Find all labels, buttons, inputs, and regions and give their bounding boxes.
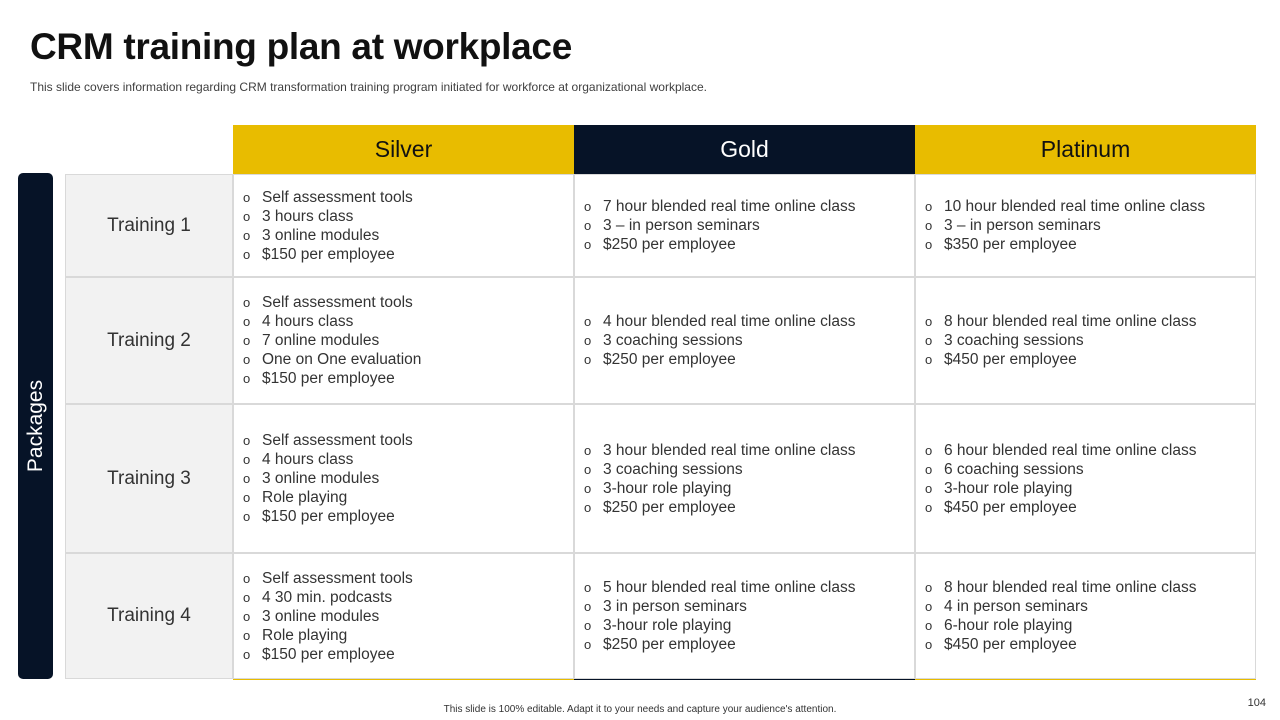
bullet-list [575, 441, 855, 517]
list-item [243, 507, 413, 526]
list-item [925, 235, 1205, 254]
bullet-list [575, 197, 855, 254]
row-label-training-2: Training 2 [65, 277, 233, 404]
bullet-icon: o [243, 646, 251, 662]
cell-training-1-silver [233, 174, 574, 277]
bullet-icon: o [584, 480, 592, 496]
bullet-icon: o [925, 461, 933, 477]
list-item [925, 441, 1196, 460]
list-item [243, 431, 413, 450]
bullet-icon: o [584, 333, 592, 348]
bullet-icon: o [925, 237, 933, 252]
list-item [584, 441, 855, 460]
list-item [584, 616, 855, 635]
footer-note: This slide is 100% editable. Adapt it to your needs and capture your audience's attention. [443, 704, 837, 715]
list-item-text: Self assessment tools [262, 569, 413, 587]
list-item [584, 197, 855, 216]
list-item [925, 498, 1196, 517]
list-item [584, 597, 855, 616]
row-label-training-4: Training 4 [65, 553, 233, 679]
list-item-text: 4 hours class [262, 313, 354, 330]
list-item [243, 312, 421, 331]
list-item-text: 5 hour blended real time online class [603, 579, 856, 596]
bullet-icon: o [584, 618, 592, 633]
cell-training-3-gold [574, 404, 915, 553]
list-item-text: Self assessment tools [262, 294, 413, 311]
list-item-text: 4 30 min. podcasts [262, 588, 393, 606]
list-item [243, 450, 413, 469]
page-title: CRM training plan at workplace [30, 26, 572, 67]
list-item [243, 226, 413, 245]
list-item [584, 312, 855, 331]
list-item-text: Self assessment tools [262, 432, 413, 449]
cell-training-4-platinum [915, 553, 1256, 679]
list-item-text: $450 per employee [944, 636, 1077, 653]
bullet-icon: o [243, 208, 251, 224]
bullet-icon: o [584, 352, 592, 367]
list-item [584, 460, 855, 479]
column-header-silver: Silver [233, 125, 574, 174]
list-item [243, 188, 413, 207]
cell-training-2-gold [574, 277, 915, 404]
bullet-icon: o [584, 314, 592, 329]
list-item [243, 331, 421, 350]
list-item [584, 498, 855, 517]
list-item-text: Role playing [262, 626, 348, 644]
bullet-icon: o [925, 637, 933, 652]
list-item-text: $350 per employee [944, 236, 1077, 253]
bullet-icon: o [925, 352, 933, 367]
list-item [243, 645, 413, 664]
bullet-icon: o [584, 499, 592, 515]
list-item [584, 479, 855, 498]
bullet-icon: o [925, 580, 933, 595]
bullet-icon: o [925, 218, 933, 233]
list-item-text: 6 hour blended real time online class [944, 441, 1197, 459]
list-item [243, 369, 421, 388]
bullet-list [575, 312, 855, 369]
list-item-text: 3 hour blended real time online class [603, 441, 856, 459]
list-item [243, 488, 413, 507]
bullet-icon: o [925, 199, 933, 214]
bullet-list [916, 197, 1205, 254]
bullet-list [916, 312, 1196, 369]
bullet-icon: o [243, 509, 251, 524]
column-header-platinum: Platinum [915, 125, 1256, 174]
list-item-text: 7 online modules [262, 332, 380, 349]
bullet-icon: o [925, 499, 933, 515]
list-item [925, 460, 1196, 479]
list-item [925, 578, 1196, 597]
list-item [243, 626, 413, 645]
bullet-icon: o [243, 333, 251, 348]
bullet-icon: o [584, 580, 592, 595]
bullet-icon: o [584, 199, 592, 214]
cell-training-2-silver [233, 277, 574, 404]
list-item-text: 10 hour blended real time online class [944, 198, 1206, 215]
list-item [925, 635, 1196, 654]
list-item-text: One on One evaluation [262, 351, 422, 368]
column-header-gold: Gold [574, 125, 915, 174]
list-item-text: 3 in person seminars [603, 598, 747, 615]
bullet-icon: o [243, 433, 251, 448]
list-item-text: 3 – in person seminars [944, 217, 1101, 234]
list-item-text: $150 per employee [262, 370, 395, 387]
bullet-icon: o [243, 627, 251, 643]
list-item [925, 197, 1205, 216]
bullet-icon: o [243, 314, 251, 329]
list-item-text: $150 per employee [262, 645, 395, 663]
bullet-icon: o [243, 295, 251, 310]
bullet-icon: o [584, 442, 592, 458]
bullet-icon: o [243, 608, 251, 624]
bullet-list [234, 188, 413, 264]
list-item-text: 6-hour role playing [944, 617, 1073, 634]
list-item [925, 350, 1196, 369]
list-item-text: 3-hour role playing [944, 479, 1073, 497]
row-label-training-3: Training 3 [65, 404, 233, 553]
bullet-icon: o [925, 480, 933, 496]
cell-training-4-silver [233, 553, 574, 679]
bullet-icon: o [925, 314, 933, 329]
list-item [584, 350, 855, 369]
list-item [243, 245, 413, 264]
list-item [243, 350, 421, 369]
bullet-icon: o [243, 570, 251, 586]
bullet-icon: o [243, 189, 251, 205]
list-item-text: $250 per employee [603, 636, 736, 653]
bullet-list [575, 578, 855, 654]
list-item [243, 607, 413, 626]
cell-training-2-platinum [915, 277, 1256, 404]
list-item [243, 469, 413, 488]
bullet-icon: o [584, 637, 592, 652]
page-number: 104 [1247, 697, 1266, 709]
bullet-icon: o [243, 452, 251, 467]
list-item [243, 588, 413, 607]
bullet-icon: o [243, 371, 251, 386]
list-item-text: $250 per employee [603, 351, 736, 368]
list-item-text: 3-hour role playing [603, 479, 732, 497]
bullet-icon: o [243, 352, 251, 367]
bullet-icon: o [243, 227, 251, 243]
bullet-icon: o [584, 599, 592, 614]
list-item [925, 216, 1205, 235]
bullet-list [234, 293, 421, 388]
list-item [584, 635, 855, 654]
page-subtitle: This slide covers information regarding CRM transformation training program initiated for workforce at organizational workplace. [30, 80, 707, 94]
cell-training-1-gold [574, 174, 915, 277]
list-item-text: 4 in person seminars [944, 598, 1088, 615]
cell-training-4-gold [574, 553, 915, 679]
bullet-icon: o [925, 618, 933, 633]
row-label-training-1: Training 1 [65, 174, 233, 277]
list-item [243, 569, 413, 588]
list-item-text: $150 per employee [262, 245, 395, 263]
list-item-text: 3 coaching sessions [603, 332, 743, 349]
list-item-text: $250 per employee [603, 236, 736, 253]
list-item [925, 331, 1196, 350]
list-item-text: 4 hour blended real time online class [603, 313, 856, 330]
list-item-text: 6 coaching sessions [944, 460, 1084, 478]
packages-side-bar [18, 173, 53, 679]
cell-training-3-silver [233, 404, 574, 553]
bullet-list [234, 569, 413, 664]
bullet-list [234, 431, 413, 526]
bullet-icon: o [925, 599, 933, 614]
list-item [925, 479, 1196, 498]
bullet-icon: o [243, 471, 251, 486]
list-item [243, 207, 413, 226]
bullet-icon: o [243, 589, 251, 605]
list-item-text: 3-hour role playing [603, 617, 732, 634]
bullet-icon: o [925, 333, 933, 348]
list-item-text: 3 hours class [262, 207, 354, 225]
list-item-text: $450 per employee [944, 351, 1077, 368]
bullet-list [916, 578, 1196, 654]
list-item-text: 8 hour blended real time online class [944, 313, 1197, 330]
list-item [584, 331, 855, 350]
list-item-text: Role playing [262, 489, 348, 506]
list-item [584, 216, 855, 235]
bullet-icon: o [584, 237, 592, 252]
list-item-text: 3 online modules [262, 226, 380, 244]
list-item [925, 616, 1196, 635]
list-item-text: $450 per employee [944, 498, 1077, 516]
cell-training-3-platinum [915, 404, 1256, 553]
list-item-text: $150 per employee [262, 508, 395, 525]
bullet-icon: o [584, 461, 592, 477]
packages-label: Packages [23, 379, 47, 473]
list-item-text: 3 coaching sessions [944, 332, 1084, 349]
list-item-text: 8 hour blended real time online class [944, 579, 1197, 596]
list-item-text: 3 online modules [262, 607, 380, 625]
list-item [584, 578, 855, 597]
list-item-text: Self assessment tools [262, 188, 413, 206]
bullet-icon: o [243, 246, 251, 262]
list-item [925, 312, 1196, 331]
bullet-icon: o [925, 442, 933, 458]
bullet-list [916, 441, 1196, 517]
list-item-text: $250 per employee [603, 498, 736, 516]
list-item-text: 3 online modules [262, 470, 380, 487]
list-item [925, 597, 1196, 616]
bullet-icon: o [243, 490, 251, 505]
list-item [584, 235, 855, 254]
list-item-text: 4 hours class [262, 451, 354, 468]
list-item-text: 3 – in person seminars [603, 217, 760, 234]
list-item-text: 7 hour blended real time online class [603, 198, 856, 215]
cell-training-1-platinum [915, 174, 1256, 277]
bullet-icon: o [584, 218, 592, 233]
list-item-text: 3 coaching sessions [603, 460, 743, 478]
list-item [243, 293, 421, 312]
